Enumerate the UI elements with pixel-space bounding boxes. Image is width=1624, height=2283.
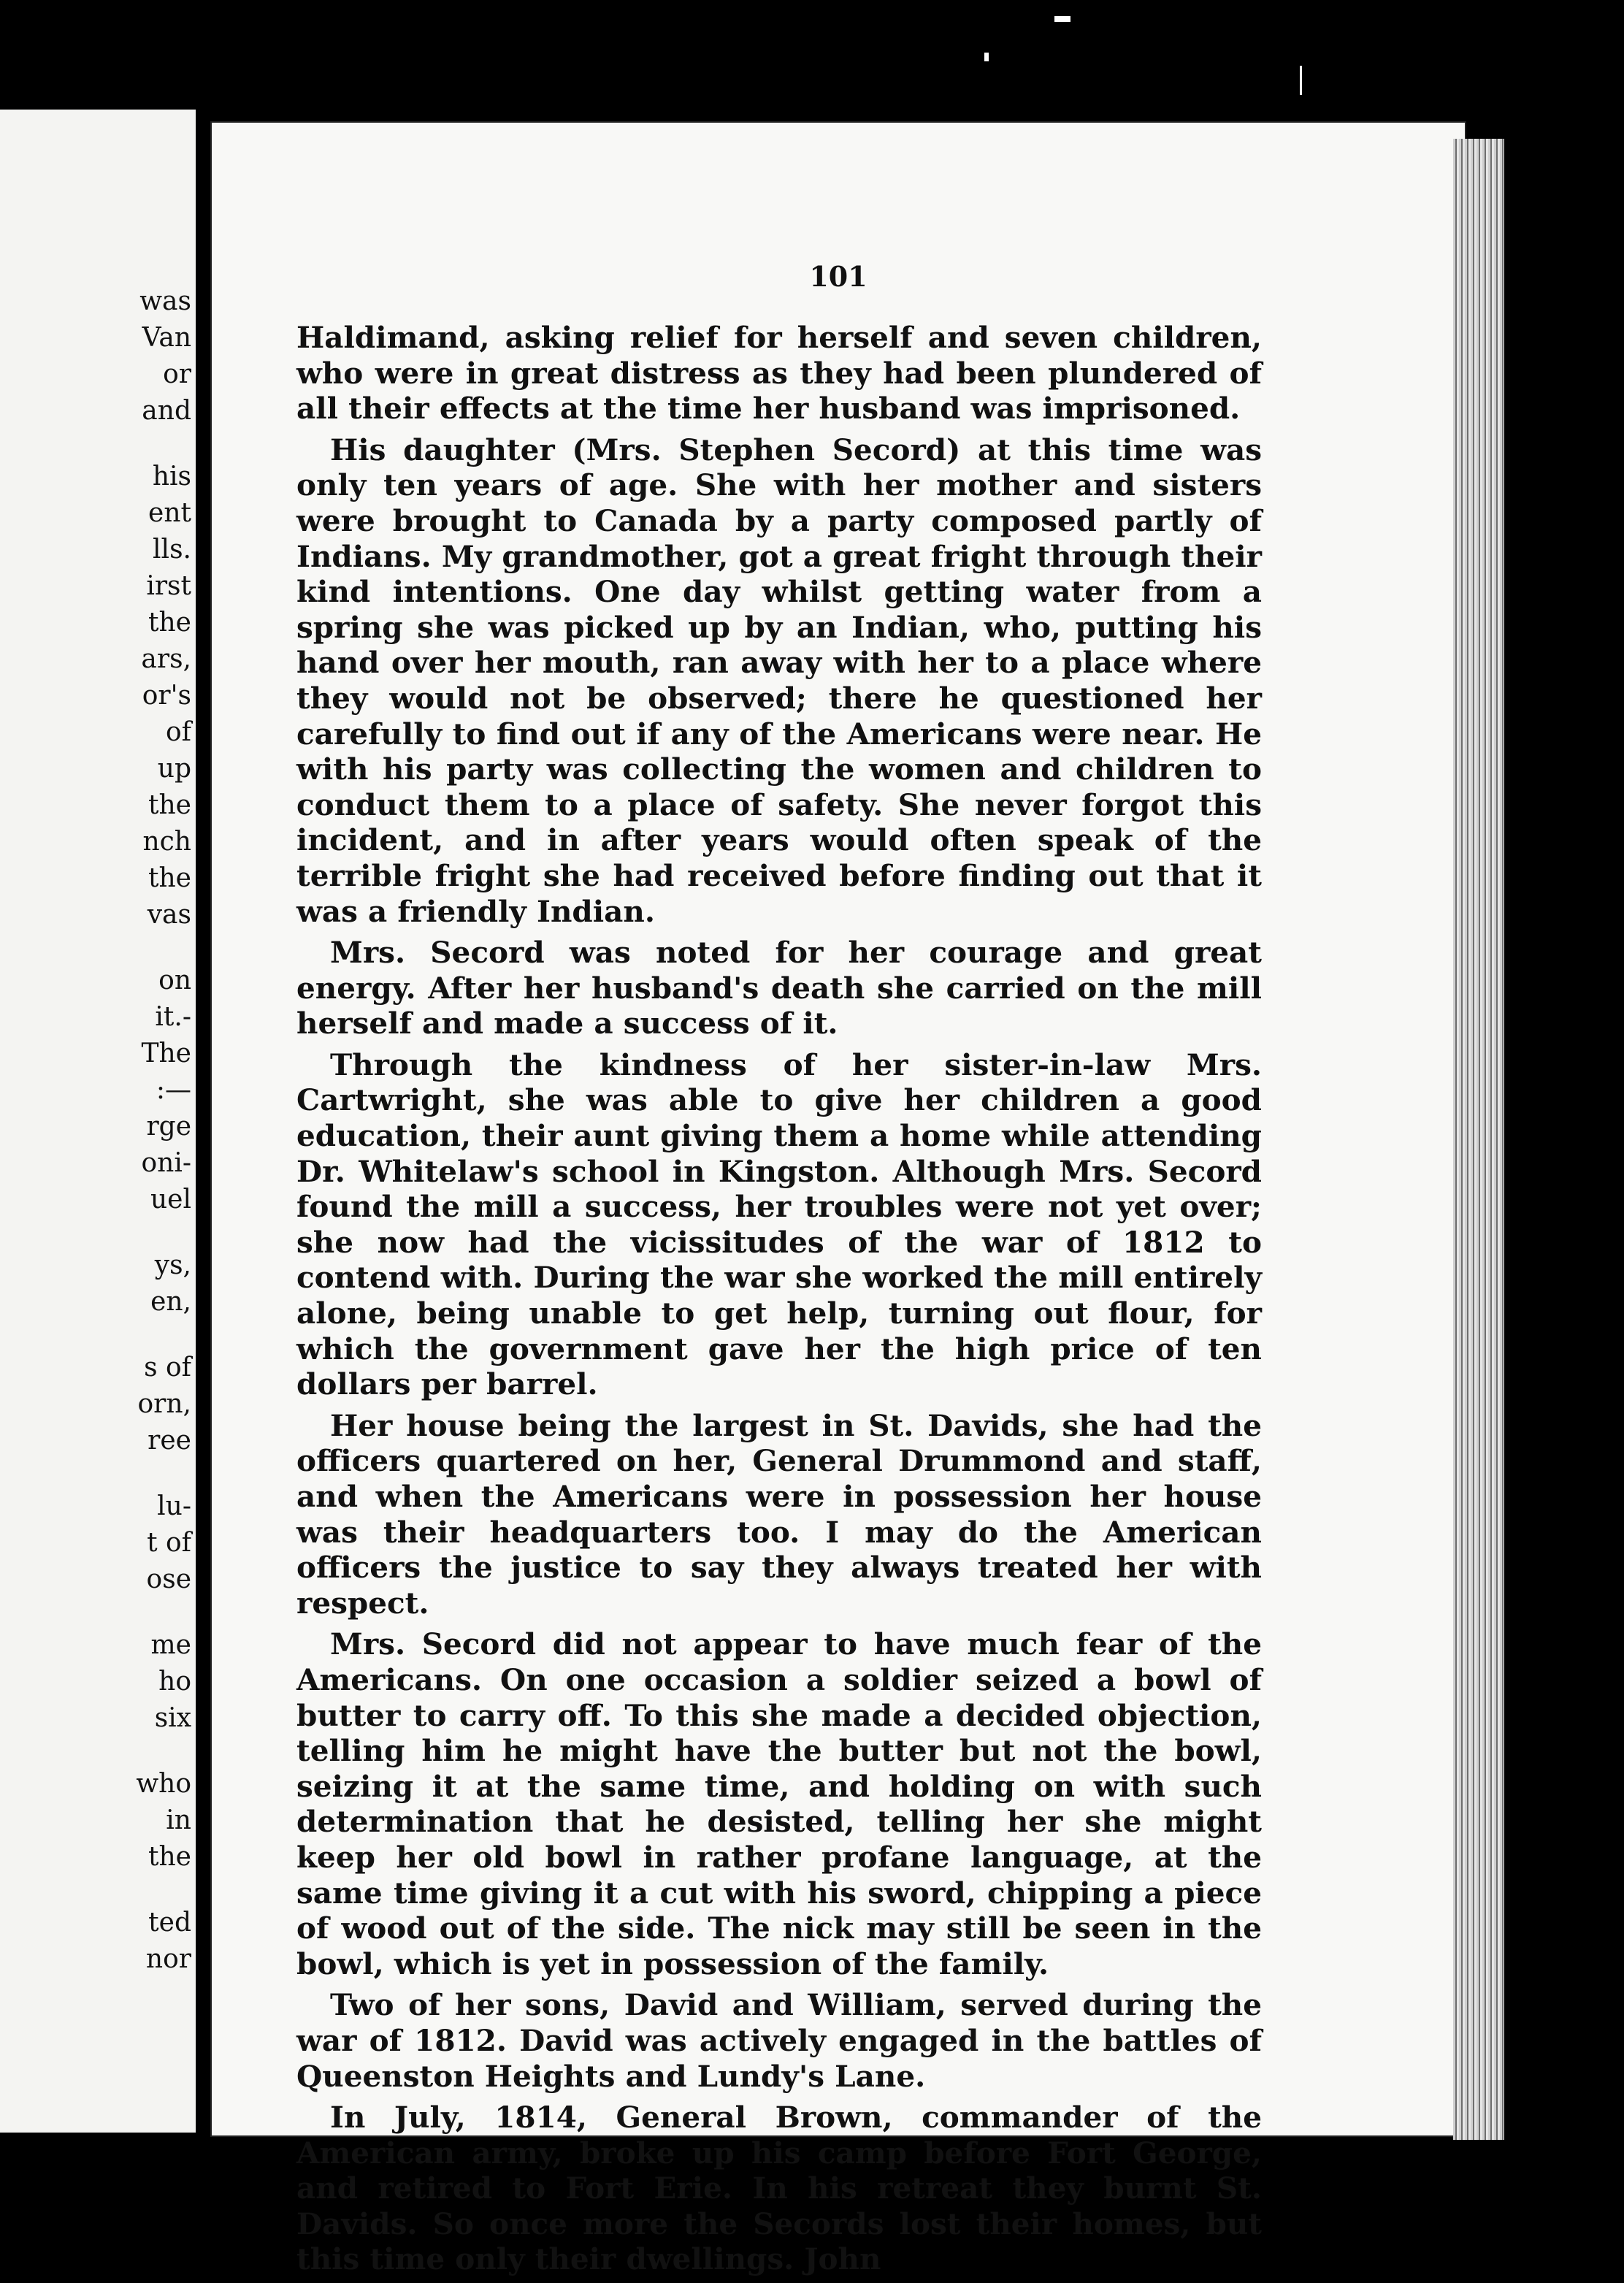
facing-page-word: uel (150, 1185, 191, 1215)
facing-page-word: on (158, 965, 191, 995)
facing-page-word: lu- (157, 1491, 191, 1521)
facing-page-word: his (152, 462, 191, 492)
facing-page-word: it.- (155, 1002, 191, 1032)
book-page (210, 121, 1466, 2277)
facing-page-word: up (157, 754, 191, 784)
facing-page-word: oni- (141, 1148, 191, 1178)
facing-page-word: the (148, 1842, 191, 1872)
dust-speck (1300, 66, 1302, 95)
facing-page-word: ys, (154, 1250, 191, 1280)
page-number: 101 (809, 260, 867, 293)
facing-page-word: me (150, 1630, 191, 1660)
facing-page-word: or's (142, 681, 191, 711)
page-edges (1453, 139, 1504, 2140)
paragraph: Mrs. Secord was noted for her courage and great energy. After her husband's death she carried on the mill herself and made a success of it. (296, 935, 1262, 1041)
paragraph: His daughter (Mrs. Stephen Secord) at this time was only ten years of age. She with her mother and sisters were brought to Canada by a party composed partly of Indians. My grandmother, got a great fright through their kind intentions. One day whilst getting water from a spring she was picked up by an Indian, who, putting his hand over her mouth, ran away with her to a place where they would not be observed; there he questioned her carefully to find out if any of the Americans were near. He with his party was collecting the women and children to conduct them to a place of safety. She never forgot this incident, and in after years would often speak of the terrible fright she had received before finding out that it was a friendly Indian. (296, 432, 1262, 929)
facing-page-word: lls. (153, 535, 191, 565)
facing-page-word: six (154, 1703, 191, 1733)
paragraph: Haldimand, asking relief for herself and seven children, who were in great distress as they had been plundered of all their effects at the time her husband was imprisoned. (296, 320, 1262, 427)
facing-page-word: irst (146, 571, 191, 601)
dust-speck (1054, 16, 1070, 22)
paragraph: Mrs. Secord did not appear to have much fear of the Americans. On one occasion a soldier seized a bowl of butter to carry off. To this she made a decided objection, telling him he might have the butter but not the bowl, seizing it at the same time, and holding on with such determination that he desisted, telling her she might keep her old bowl in rather profane language, at the same time giving it a cut with his sword, chipping a piece of wood out of the side. The nick may still be seen in the bowl, which is yet in possession of the family. (296, 1626, 1262, 1981)
paragraph: Through the kindness of her sister-in-law Mrs. Cartwright, she was able to give her children a good education, their aunt giving them a home while attending Dr. Whitelaw's school in Kingston. Although Mrs. Secord found the mill a success, her troubles were not yet over; she now had the vicissitudes of the war of 1812 to contend with. During the war she worked the mill entirely alone, being unable to get help, turning out flour, for which the government gave her the high price of ten dollars per barrel. (296, 1047, 1262, 1402)
facing-page-word: t of (147, 1528, 191, 1558)
facing-page-word: ree (148, 1426, 191, 1456)
facing-page-word: ose (146, 1564, 191, 1594)
facing-page-word: :— (156, 1075, 191, 1105)
facing-page-word: en, (150, 1287, 191, 1317)
facing-page-word: rge (146, 1112, 191, 1142)
facing-page-word: and (142, 396, 191, 426)
facing-page-word: ent (148, 498, 191, 528)
facing-page-word: ho (158, 1667, 191, 1697)
facing-page-word: nor (145, 1944, 191, 1974)
body-text (296, 320, 1262, 2283)
facing-page-word: who (136, 1769, 191, 1799)
paragraph: In July, 1814, General Brown, commander of the American army, broke up his camp before Fort George, and retired to Fort Erie. In his retreat they burnt St. Davids. So once more the Secords lost their homes, but this time only their dwellings. John (296, 2100, 1262, 2277)
facing-page-word: the (148, 608, 191, 638)
dust-speck (984, 53, 989, 61)
facing-page-word: or (163, 359, 191, 389)
facing-page-word: vas (147, 900, 191, 930)
facing-page-word: orn, (137, 1389, 191, 1419)
facing-page-word: was (139, 286, 191, 316)
facing-page-word: of (166, 717, 191, 747)
facing-page-word: Van (142, 323, 191, 353)
facing-page-word: the (148, 863, 191, 893)
facing-page-word: the (148, 790, 191, 820)
facing-page-word: The (141, 1039, 191, 1068)
paragraph: Two of her sons, David and William, served during the war of 1812. David was actively engaged in the battles of Queenston Heights and Lundy's Lane. (296, 1987, 1262, 2094)
facing-page-word: ars, (141, 644, 191, 674)
facing-page-word: nch (142, 827, 191, 857)
facing-page-word: in (166, 1805, 191, 1835)
facing-page-word: ted (148, 1908, 191, 1938)
paragraph: Her house being the largest in St. Davids, she had the officers quartered on her, General Drummond and staff, and when the Americans were in possession her house was their headquarters too. I may do the American officers the justice to say they always treated her with respect. (296, 1407, 1262, 1621)
facing-page-word: s of (144, 1353, 191, 1383)
facing-page-fragment (0, 110, 196, 2133)
